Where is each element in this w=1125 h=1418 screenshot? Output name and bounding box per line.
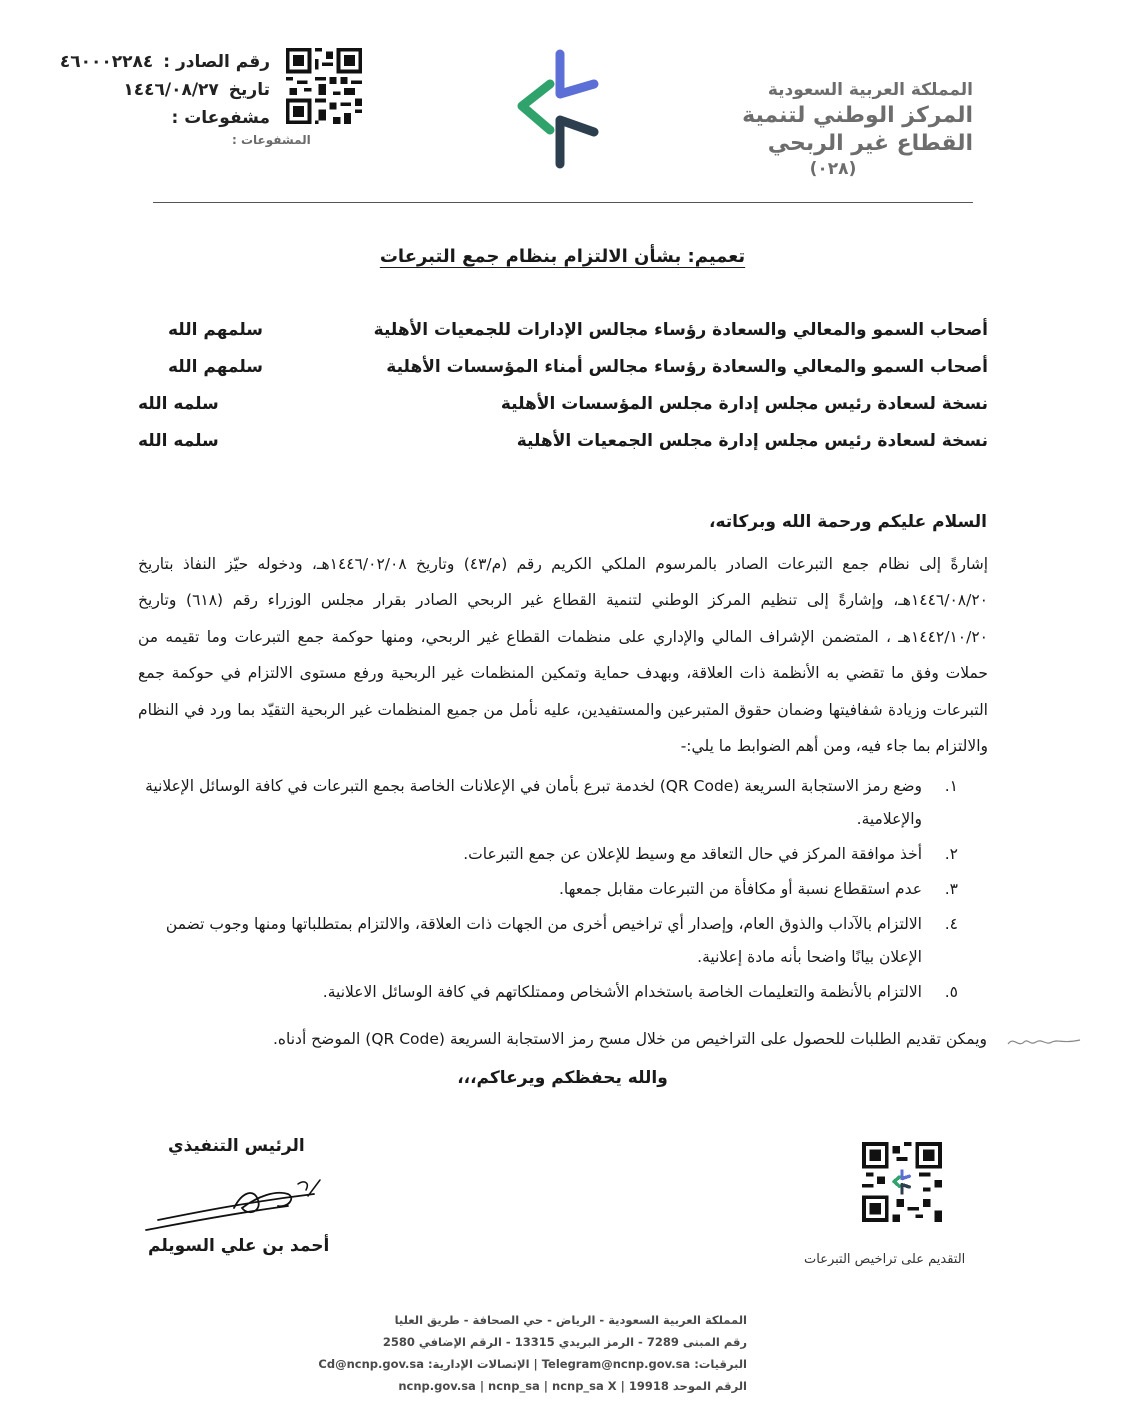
list-item-text: عدم استقطاع نسبة أو مكافأة من التبرعات مقابل جمعها. — [559, 880, 922, 898]
recipient-text: أصحاب السمو والمعالي والسعادة رؤساء مجالس الإدارات للجمعيات الأهلية — [373, 320, 988, 340]
footer-contact — [318, 1309, 747, 1397]
recipient-row — [138, 357, 988, 394]
recipient-row — [138, 394, 988, 431]
ref-date-value: ١٤٤٦/٠٨/٢٧ — [123, 80, 219, 100]
list-item-number: ٤. — [944, 915, 958, 933]
list-item-text: وضع رمز الاستجابة السريعة (QR Code) لخدمة تبرع بأمان في الإعلانات الخاصة بجمع التبرعات في كافة الوسائل الإعلانية والإعلامية. — [145, 777, 922, 828]
footer-building: رقم المبنى 7289 - الرمز البريدي 13315 - الرقم الإضافي 2580 — [382, 1335, 747, 1349]
signatory-title: الرئيس التنفيذي — [168, 1136, 305, 1156]
list-item — [138, 770, 958, 836]
list-item-text: أخذ موافقة المركز في حال التعاقد مع وسيط للإعلان عن جمع التبرعات. — [463, 845, 922, 863]
ref-number-value: ٤٦٠٠٠٢٢٨٤ — [59, 52, 154, 72]
list-item-number: ٣. — [944, 880, 958, 898]
subject-line — [0, 246, 1125, 267]
org-code: (٠٢٨) — [809, 159, 857, 179]
list-item-text: الالتزام بالآداب والذوق العام، وإصدار أي تراخيص أخرى من الجهات ذات العلاقة، والالتزام بمتطلباتها ومنها وجوب تضمن الإعلان بيانًا واضحا بأنه مادة إعلانية. — [165, 915, 922, 966]
list-item-text: الالتزام بالأنظمة والتعليمات الخاصة باستخدام الأشخاص وممتلكاتهم في كافة الوسائل الاعلانية. — [322, 983, 922, 1001]
controls-list — [138, 770, 958, 1011]
ref-date — [123, 80, 270, 100]
license-qr-code-icon — [862, 1142, 942, 1222]
list-item — [138, 908, 958, 974]
recipient-text: نسخة لسعادة رئيس مجلس إدارة مجلس الجمعيات الأهلية — [516, 431, 988, 451]
footer-emails: البرقيات: Telegram@ncnp.gov.sa | الإتصالات الإدارية: Cd@ncnp.gov.sa — [318, 1357, 747, 1371]
list-item — [138, 873, 958, 906]
ref-attachments — [171, 108, 270, 128]
list-item-number: ٢. — [944, 845, 958, 863]
recipient-greeting: سلمه الله — [138, 394, 219, 414]
attachments-small-label: المشفوعات : — [232, 133, 311, 147]
ncnp-logo-icon — [510, 48, 606, 172]
list-item — [138, 838, 958, 871]
closing-note: ويمكن تقديم الطلبات للحصول على التراخيص من خلال مسح رمز الاستجابة السريعة (QR Code) الموضح أدناه. — [272, 1030, 987, 1048]
initials-mark-icon — [1004, 1030, 1084, 1054]
qr-code-icon — [286, 48, 362, 124]
list-item-number: ٥. — [944, 983, 958, 1001]
signature-icon — [138, 1172, 328, 1240]
recipient-greeting: سلمهم الله — [168, 357, 263, 377]
ref-date-label: تاريخ — [228, 80, 270, 100]
recipient-text: أصحاب السمو والمعالي والسعادة رؤساء مجالس أمناء المؤسسات الأهلية — [386, 357, 988, 377]
list-item-number: ١. — [944, 777, 958, 795]
footer-address: المملكة العربية السعودية - الرياض - حي الصحافة - طريق العليا — [394, 1313, 747, 1327]
recipient-greeting: سلمهم الله — [168, 320, 263, 340]
org-name-line1: المركز الوطني لتنمية — [742, 103, 973, 128]
list-item — [138, 976, 958, 1009]
signatory-name: أحمد بن علي السويلم — [148, 1236, 330, 1256]
ref-attachments-label: مشفوعات : — [171, 108, 270, 128]
org-country: المملكة العربية السعودية — [767, 80, 973, 100]
subject-text: تعميم: بشأن الالتزام بنظام جمع التبرعات — [379, 246, 746, 267]
org-name-line2: القطاع غير الربحي — [767, 131, 973, 156]
ref-number — [60, 52, 270, 72]
header-divider — [153, 202, 973, 203]
qr-caption: التقديم على تراخيص التبرعات — [804, 1252, 966, 1267]
recipient-text: نسخة لسعادة رئيس مجلس إدارة مجلس المؤسسات الأهلية — [500, 394, 988, 414]
recipient-row — [138, 431, 988, 468]
organization-name — [713, 78, 973, 180]
ref-number-label: رقم الصادر : — [163, 52, 270, 72]
recipients-list — [138, 320, 988, 468]
footer-social: الرقم الموحد 19918 | ncnp.gov.sa | ncnp_sa | ncnp_sa X — [398, 1379, 747, 1393]
recipient-greeting: سلمه الله — [138, 431, 219, 451]
recipient-row — [138, 320, 988, 357]
body-paragraph: إشارةً إلى نظام جمع التبرعات الصادر بالمرسوم الملكي الكريم رقم (م/٤٣) وتاريخ ١٤٤٦/٠٢/٠٨هـ، ودخوله حيّز النفاذ بتاريخ ١٤٤٦/٠٨/٢٠هـ، وإشارةً إلى تنظيم المركز الوطني لتنمية القطاع غير الربحي الصادر بقرار مجلس الوزراء رقم (٦١٨) وتاريخ ١٤٤٢/١٠/٢٠هـ ، المتضمن الإشراف المالي والإداري على منظمات القطاع غير الربحي، ومنها حوكمة جمع التبرعات وما تقيمه من حملات وفق ما تقضي به الأنظمة ذات العلاقة، وبهدف حماية وتمكين المنظمات غير الربحية ورفع مستوى الالتزام في حوكمة جمع التبرعات وزيادة شفافيتها وضمان حقوق المتبرعين والمستفيدين، عليه نأمل من جميع المنظمات غير الربحية التقيّد بما ورد في النظام والالتزام بما جاء فيه، ومن أهم الضوابط ما يلي:- — [138, 555, 988, 756]
salutation: السلام عليكم ورحمة الله وبركاته، — [709, 512, 987, 532]
closing-prayer: والله يحفظكم ويرعاكم،،، — [457, 1068, 668, 1088]
